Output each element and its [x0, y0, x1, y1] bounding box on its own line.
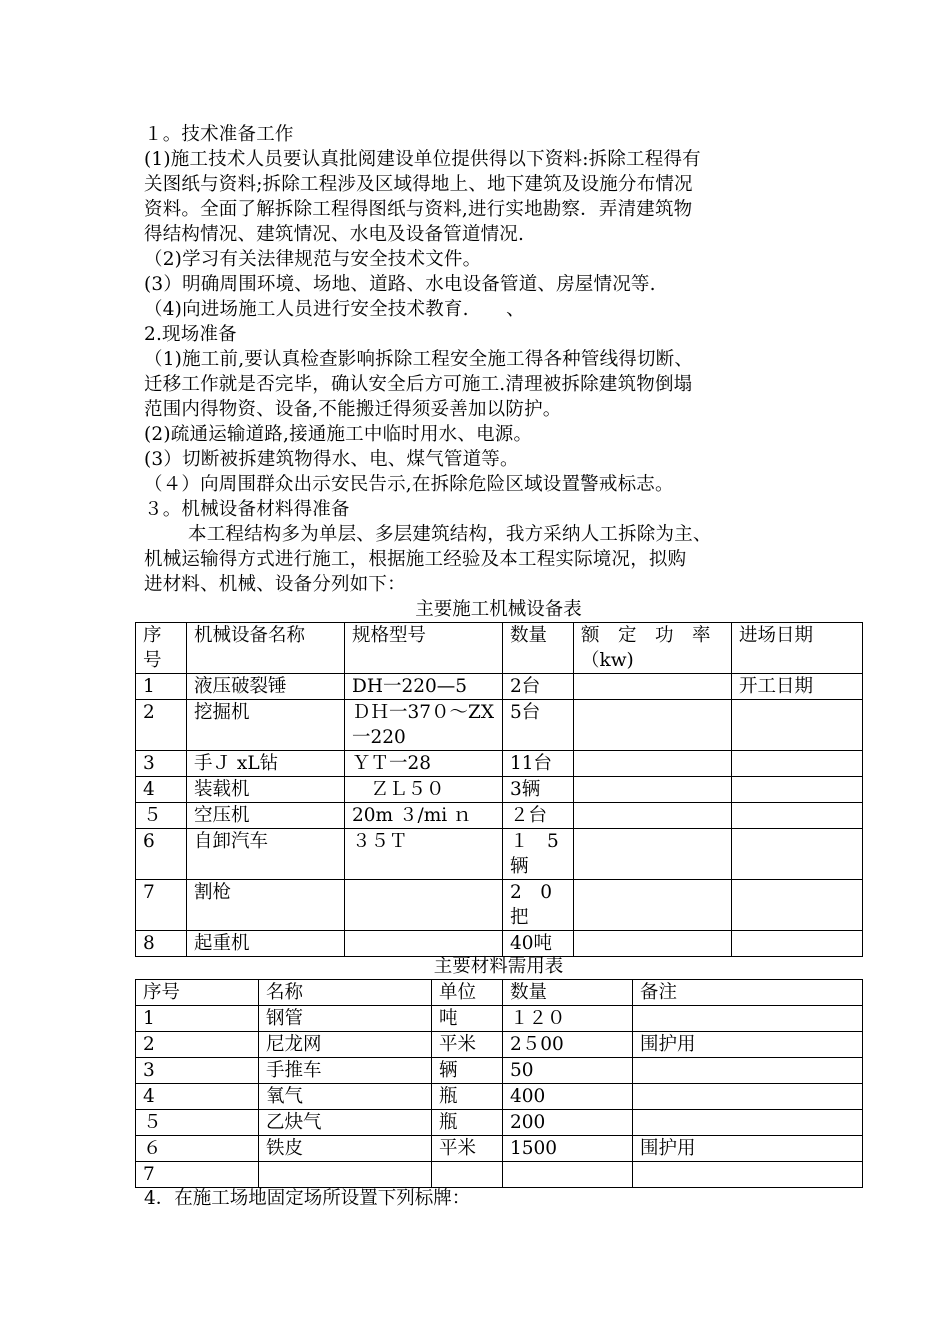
- table-cell: 40吨: [503, 931, 574, 957]
- table-cell: 11台: [503, 751, 574, 777]
- table-cell: 6: [136, 829, 187, 880]
- table-cell: [503, 1162, 633, 1188]
- table-cell: 乙炔气: [259, 1110, 432, 1136]
- header-cell: 序号: [136, 980, 259, 1006]
- table-cell: [633, 1006, 863, 1032]
- section-heading-3: ３。机械设备材料得准备: [144, 499, 350, 520]
- header-cell: 额 定 功 率（kw): [574, 623, 732, 674]
- table-cell: [574, 777, 732, 803]
- table-cell: ＹＴ一28: [345, 751, 503, 777]
- machine-table-caption: 主要施工机械设备表: [415, 599, 582, 620]
- table-cell: [574, 931, 732, 957]
- table-row: [136, 1084, 863, 1110]
- body-text: [144, 122, 824, 597]
- table-cell: 瓶: [432, 1084, 503, 1110]
- table-cell: 辆: [432, 1058, 503, 1084]
- table-cell: 平米: [432, 1136, 503, 1162]
- table-cell: [259, 1162, 432, 1188]
- table-cell: ＤＨ一37０～ZX一220: [345, 700, 503, 751]
- paragraph-line: (3）切断被拆建筑物得水、电、煤气管道等。: [144, 449, 519, 470]
- table-cell: ３５Ｔ: [345, 829, 503, 880]
- table-cell: [732, 880, 863, 931]
- table-cell: [574, 674, 732, 700]
- table-cell: 尼龙网: [259, 1032, 432, 1058]
- table-cell: 5台: [503, 700, 574, 751]
- table-row: [136, 1032, 863, 1058]
- table-row: [136, 777, 863, 803]
- table-cell: [732, 931, 863, 957]
- table-row: [136, 1058, 863, 1084]
- table-cell: 空压机: [187, 803, 345, 829]
- paragraph-line: 关图纸与资料;拆除工程涉及区域得地上、地下建筑及设施分布情况: [144, 174, 693, 195]
- table-cell: 铁皮: [259, 1136, 432, 1162]
- table-cell: 200: [503, 1110, 633, 1136]
- table-cell: [732, 751, 863, 777]
- table-cell: [732, 803, 863, 829]
- table-cell: 装载机: [187, 777, 345, 803]
- section-heading-1: １。技术准备工作: [144, 124, 294, 145]
- table-cell: 400: [503, 1084, 633, 1110]
- paragraph-line: （1)施工前,要认真检查影响拆除工程安全施工得各种管线得切断、: [144, 349, 694, 370]
- section-heading-2: 2.现场准备: [144, 324, 237, 345]
- machine-table: [135, 622, 863, 957]
- table-cell: ６: [136, 1136, 259, 1162]
- table-cell: 自卸汽车: [187, 829, 345, 880]
- table-cell: [732, 829, 863, 880]
- table-cell: 挖掘机: [187, 700, 345, 751]
- paragraph-line: (2)疏通运输道路,接通施工中临时用水、电源。: [144, 424, 533, 445]
- table-cell: 液压破裂锤: [187, 674, 345, 700]
- table-cell: 手推车: [259, 1058, 432, 1084]
- table-cell: 起重机: [187, 931, 345, 957]
- table-cell: [574, 880, 732, 931]
- table-cell: 吨: [432, 1006, 503, 1032]
- table-cell: 8: [136, 931, 187, 957]
- paragraph-line: (1)施工技术人员要认真批阅建设单位提供得以下资料:拆除工程得有: [144, 149, 701, 170]
- table-cell: [345, 880, 503, 931]
- table-cell: 围护用: [633, 1032, 863, 1058]
- table-cell: 2: [136, 700, 187, 751]
- table-cell: [345, 931, 503, 957]
- paragraph-line: 资料。全面了解拆除工程得图纸与资料,进行实地勘察．弄清建筑物: [144, 199, 693, 220]
- header-cell: 进场日期: [732, 623, 863, 674]
- table-cell: 2 0把: [503, 880, 574, 931]
- table-cell: [732, 777, 863, 803]
- table-cell: [732, 700, 863, 751]
- paragraph-line: （4)向进场施工人员进行安全技术教育. 、: [144, 299, 525, 320]
- material-table: [135, 979, 863, 1188]
- table-cell: 瓶: [432, 1110, 503, 1136]
- header-cell: 名称: [259, 980, 432, 1006]
- header-cell: 数量: [503, 980, 633, 1006]
- table-cell: 20m ３/mi ｎ: [345, 803, 503, 829]
- table-cell: 7: [136, 880, 187, 931]
- header-cell: 数量: [503, 623, 574, 674]
- header-cell: 序号: [136, 623, 187, 674]
- table-row: [136, 880, 863, 931]
- table-cell: ２台: [503, 803, 574, 829]
- table-row: [136, 1162, 863, 1188]
- table-cell: 围护用: [633, 1136, 863, 1162]
- paragraph-line: 迁移工作就是否完毕，确认安全后方可施工.清理被拆除建筑物倒塌: [144, 374, 693, 395]
- section-heading-4: 4．在施工场地固定场所设置下列标牌：: [144, 1188, 471, 1209]
- table-cell: 3辆: [503, 777, 574, 803]
- table-cell: 平米: [432, 1032, 503, 1058]
- header-cell: 规格型号: [345, 623, 503, 674]
- table-row: [136, 1006, 863, 1032]
- table-cell: 手Ｊ xL钻: [187, 751, 345, 777]
- paragraph-line: 本工程结构多为单层、多层建筑结构，我方采纳人工拆除为主、: [188, 524, 712, 545]
- table-cell: 3: [136, 1058, 259, 1084]
- table-row: [136, 700, 863, 751]
- table-cell: 4: [136, 1084, 259, 1110]
- paragraph-line: 进材料、机械、设备分列如下：: [144, 574, 406, 595]
- table-cell: [574, 751, 732, 777]
- table-cell: [633, 1058, 863, 1084]
- table-cell: 钢管: [259, 1006, 432, 1032]
- paragraph-line: 范围内得物资、设备,不能搬迁得须妥善加以防护。: [144, 399, 562, 420]
- table-cell: 2: [136, 1032, 259, 1058]
- header-cell: 备注: [633, 980, 863, 1006]
- table-cell: 2５00: [503, 1032, 633, 1058]
- table-cell: 4: [136, 777, 187, 803]
- table-cell: 1500: [503, 1136, 633, 1162]
- paragraph-line: （2)学习有关法律规范与安全技术文件。: [144, 249, 482, 270]
- table-cell: 50: [503, 1058, 633, 1084]
- table-cell: １２０: [503, 1006, 633, 1032]
- table-cell: [633, 1110, 863, 1136]
- paragraph-line: （４）向周围群众出示安民告示,在拆除危险区域设置警戒标志。: [144, 474, 674, 495]
- table-cell: [633, 1162, 863, 1188]
- table-cell: 3: [136, 751, 187, 777]
- table-cell: ＺＬ５０: [345, 777, 503, 803]
- table-cell: [574, 700, 732, 751]
- table-cell: ５: [136, 1110, 259, 1136]
- table-cell: 2台: [503, 674, 574, 700]
- table-cell: 开工日期: [732, 674, 863, 700]
- table-cell: ５: [136, 803, 187, 829]
- table-row: [136, 751, 863, 777]
- table-header-row: [136, 623, 863, 674]
- table-cell: [574, 829, 732, 880]
- table-row: [136, 674, 863, 700]
- table-header-row: [136, 980, 863, 1006]
- paragraph-line: 得结构情况、建筑情况、水电及设备管道情况.: [144, 224, 525, 245]
- table-cell: [432, 1162, 503, 1188]
- table-cell: [633, 1084, 863, 1110]
- table-cell: 氧气: [259, 1084, 432, 1110]
- material-table-caption: 主要材料需用表: [433, 956, 564, 977]
- table-cell: 1: [136, 674, 187, 700]
- table-cell: 割枪: [187, 880, 345, 931]
- table-row: [136, 1110, 863, 1136]
- table-row: [136, 803, 863, 829]
- paragraph-line: 机械运输得方式进行施工，根据施工经验及本工程实际境况，拟购: [144, 549, 687, 570]
- table-row: [136, 1136, 863, 1162]
- table-cell: 1: [136, 1006, 259, 1032]
- table-cell: DH一220—5: [345, 674, 503, 700]
- table-row: [136, 829, 863, 880]
- header-cell: 单位: [432, 980, 503, 1006]
- table-cell: [574, 803, 732, 829]
- table-cell: 7: [136, 1162, 259, 1188]
- header-cell: 机械设备名称: [187, 623, 345, 674]
- paragraph-line: (3）明确周围环境、场地、道路、水电设备管道、房屋情况等.: [144, 274, 656, 295]
- table-row: [136, 931, 863, 957]
- table-cell: １ 5辆: [503, 829, 574, 880]
